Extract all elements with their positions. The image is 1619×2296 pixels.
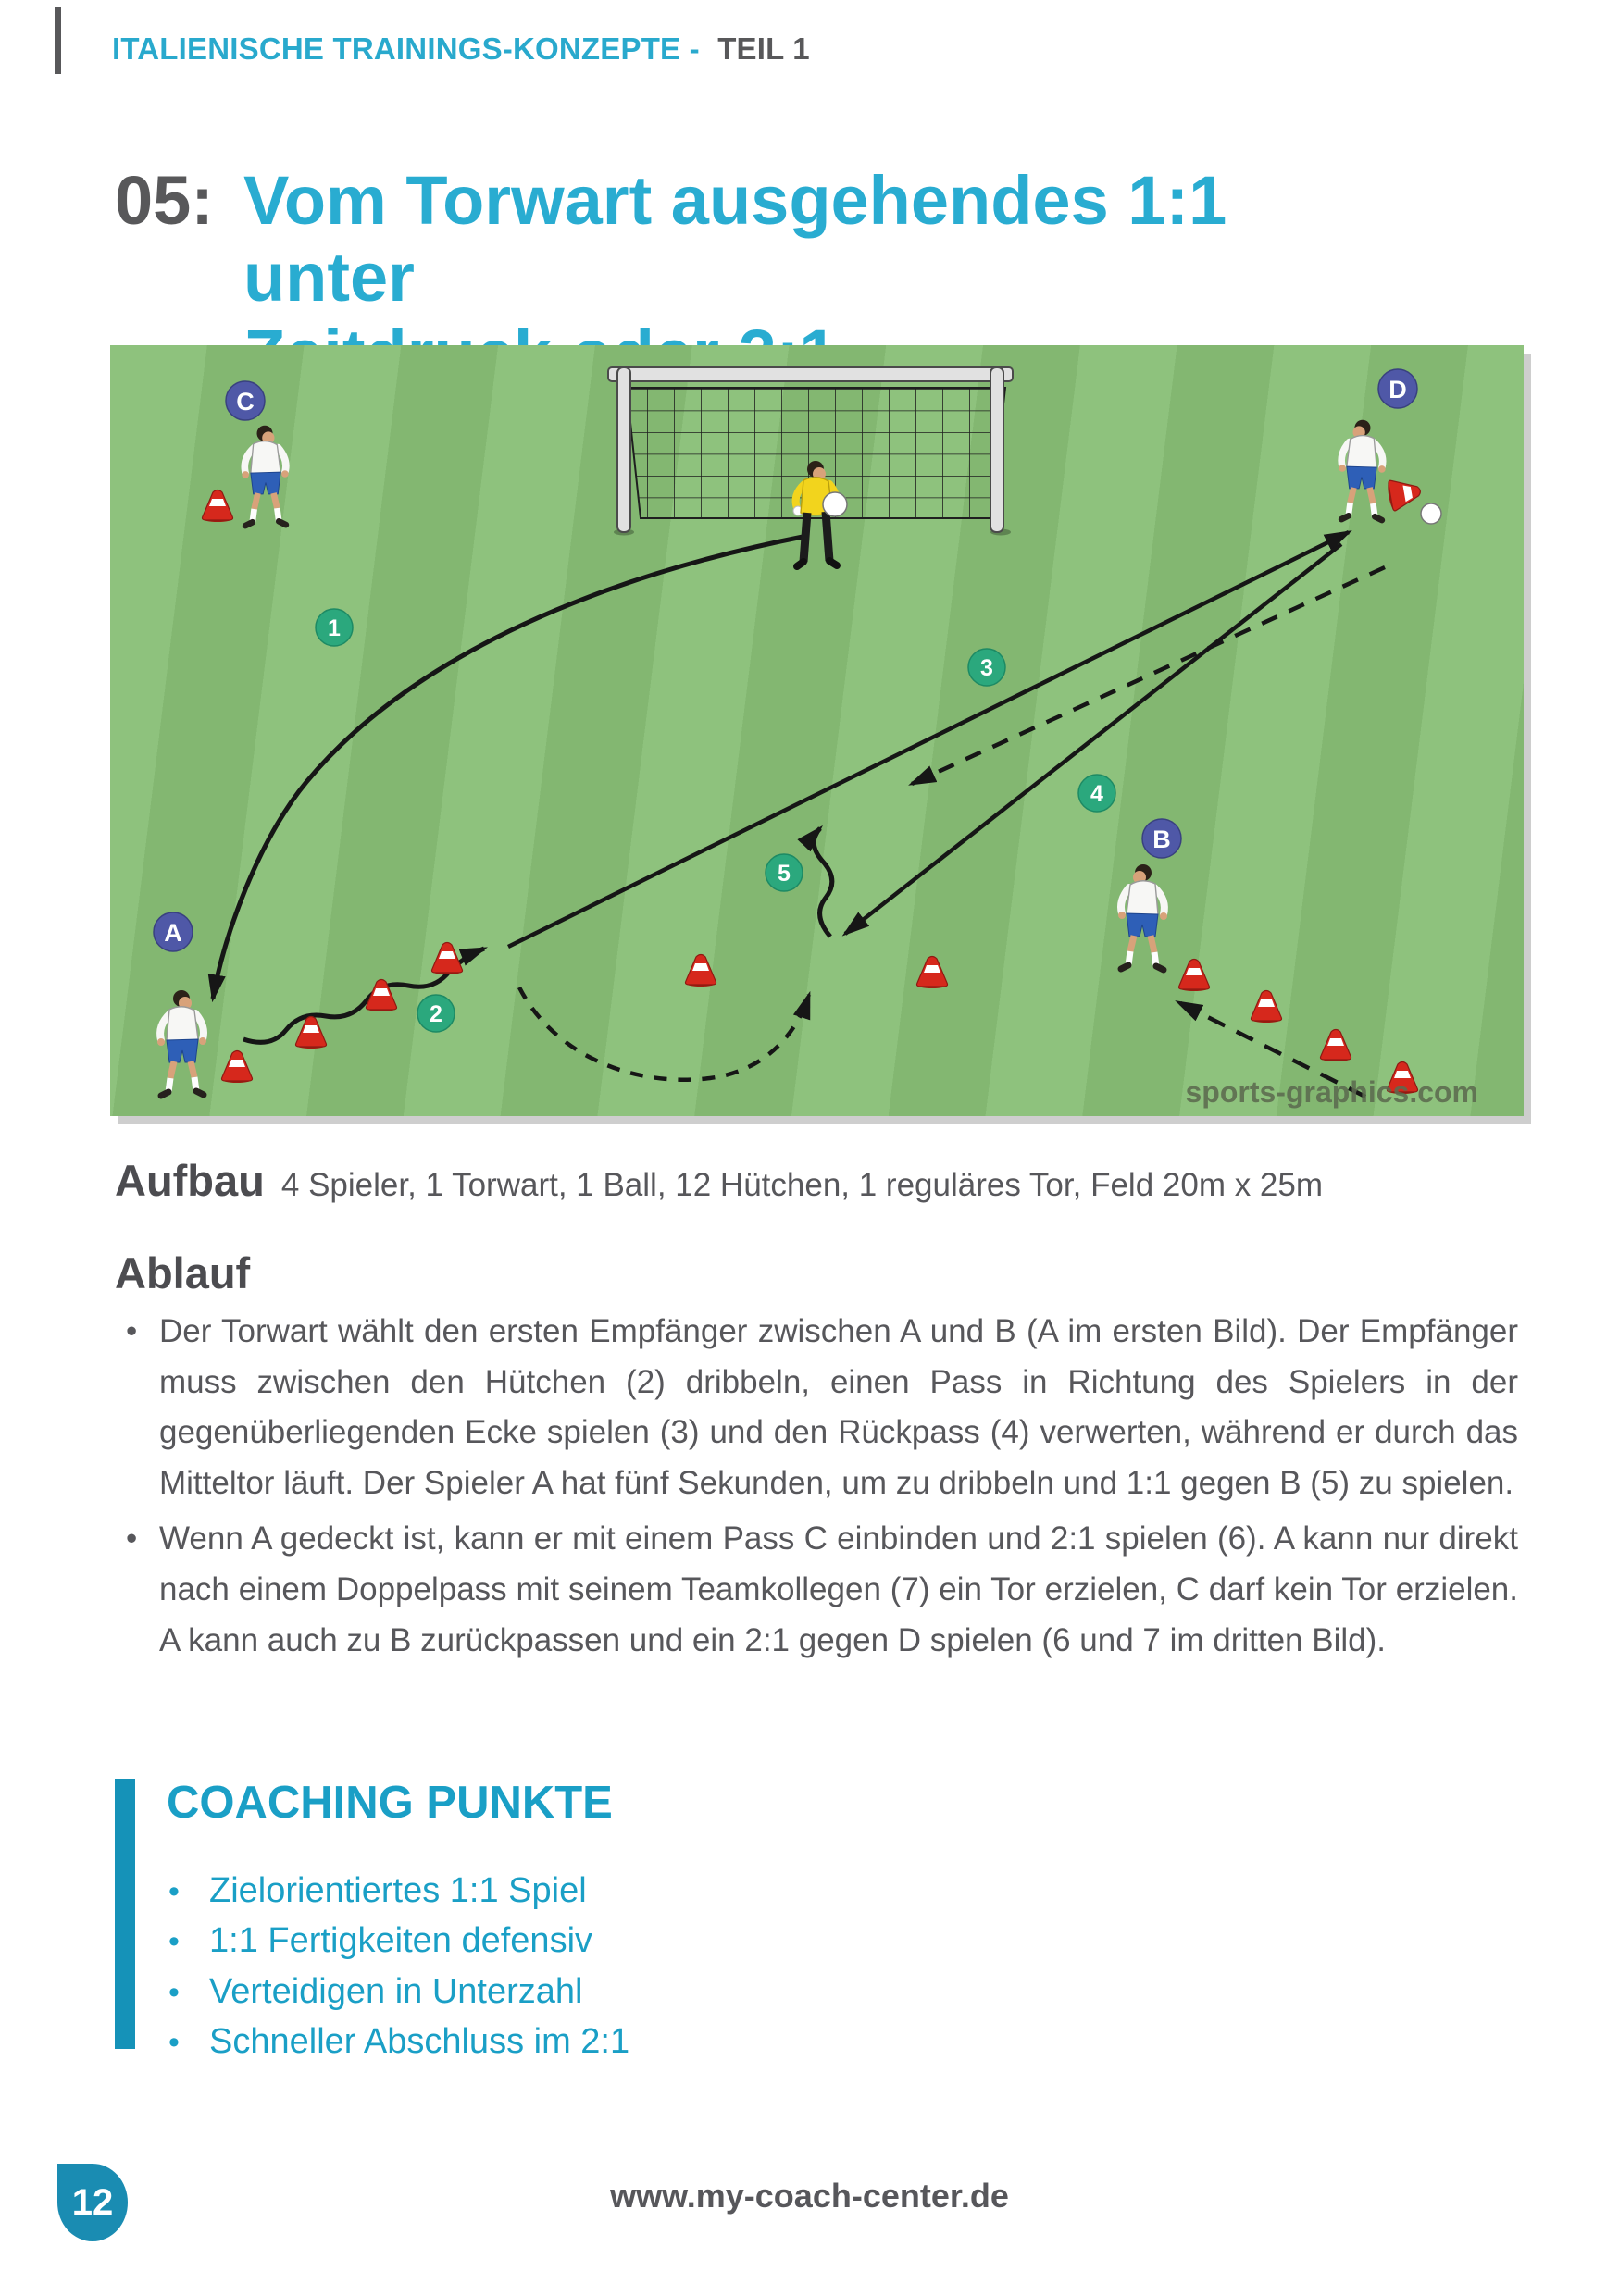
cone (1178, 960, 1210, 992)
coaching-list-item (168, 2017, 629, 2066)
run-curve-a (519, 987, 809, 1080)
coaching-list-item (168, 1916, 629, 1966)
website-url: www.my-coach-center.de (610, 2177, 1009, 2215)
ablauf-heading: Ablauf (115, 1248, 251, 1297)
coaching-list-item (168, 1967, 629, 2017)
step-label-3: 3 (980, 655, 993, 681)
training-cones (202, 476, 1423, 1094)
step-label-4: 4 (1090, 781, 1103, 807)
cone (202, 490, 233, 523)
bullet-dot: • (168, 1924, 180, 1960)
cone (221, 1051, 253, 1084)
step-label-5: 5 (778, 861, 791, 887)
ablauf-bullet-text: Der Torwart wählt den ersten Empfänger zwischen A und B (A im ersten Bild). Der Empfänger muss zwischen den Hütchen (2) dribbeln, einen Pass in Richtung des Spielers in der gegenüberliegenden Ecke spielen (3) und den Rückpass (4) verwerten, während er durch das Mitteltor läuft. Der Spieler A hat fünf Sekunden, um zu dribbeln und 1:1 gegen B (5) zu spielen. (159, 1313, 1518, 1501)
return-pass-arrow-4 (845, 544, 1341, 934)
cone (1320, 1030, 1351, 1062)
player-figure-a (157, 990, 206, 1096)
pass-arrow-3 (508, 532, 1349, 947)
player-label-d: D (1389, 376, 1407, 403)
step-label-1: 1 (328, 615, 341, 641)
coaching-list (168, 1866, 629, 2066)
cone-gate-left (685, 955, 716, 987)
bullet-dot: • (168, 1974, 180, 2010)
exercise-title-line1: Vom Torwart ausgehendes 1:1 unter (243, 162, 1227, 316)
coaching-bullet-text: Verteidigen in Unterzahl (209, 1971, 583, 2011)
ablauf-list-item (115, 1514, 1518, 1666)
cone (1251, 991, 1282, 1024)
aufbau-section (115, 1155, 1323, 1206)
coaching-bullet-text: Schneller Abschluss im 2:1 (209, 2021, 630, 2061)
training-field-diagram (110, 345, 1524, 1116)
player-figure-d (1339, 420, 1385, 520)
series-title: ITALIENISCHE TRAININGS-KONZEPTE - (112, 31, 700, 66)
field-svg (110, 345, 1524, 1116)
cone-tipped (1386, 476, 1423, 512)
coaching-heading: COACHING PUNKTE (167, 1778, 613, 1828)
step-label-2: 2 (430, 1001, 442, 1027)
page-number: 12 (71, 2181, 114, 2223)
exercise-number: 05: (115, 162, 214, 239)
player-label-b: B (1152, 825, 1171, 853)
bullet-dot: • (126, 1313, 138, 1349)
aufbau-text: 4 Spieler, 1 Torwart, 1 Ball, 12 Hütchen, 1 reguläres Tor, Feld 20m x 25m (280, 1167, 1324, 1203)
ablauf-list (115, 1307, 1518, 1671)
cone (295, 1017, 327, 1049)
coaching-list-item (168, 1866, 629, 1916)
coaching-bullet-text: Zielorientiertes 1:1 Spiel (209, 1871, 587, 1910)
document-header (112, 31, 810, 67)
coaching-bullet-text: 1:1 Fertigkeiten defensiv (209, 1921, 593, 1961)
coaching-accent-bar (115, 1779, 135, 2049)
player-label-a: A (164, 919, 182, 947)
bullet-dot: • (126, 1520, 138, 1558)
ablauf-list-item (115, 1307, 1518, 1508)
cone-gate-right (916, 957, 948, 989)
ball-near-d (1421, 503, 1441, 524)
aufbau-heading: Aufbau (115, 1156, 265, 1205)
player-figure-c (242, 426, 288, 526)
throw-arrow-1 (213, 536, 807, 999)
bullet-dot: • (168, 1874, 180, 1909)
goal-post-left (617, 367, 630, 532)
cone (431, 943, 463, 975)
ball-goalkeeper (823, 492, 847, 516)
watermark-text: sports-graphics.com (1185, 1075, 1478, 1109)
diagram-lines (213, 532, 1385, 1097)
series-part-label: TEIL 1 (717, 31, 810, 66)
player-figure-b (1118, 864, 1167, 970)
goal-crossbar (608, 367, 1013, 381)
ablauf-bullet-text: Wenn A gedeckt ist, kann er mit einem Pass C einbinden und 2:1 spielen (6). A kann nur direkt nach einem Doppelpass mit seinem Teamkollegen (7) ein Tor erzielen, C darf kein Tor erzielen. A kann auch zu B zurückpassen und ein 2:1 gegen D spielen (6 und 7 im dritten Bild). (159, 1520, 1518, 1658)
player-label-c: C (236, 388, 255, 416)
header-accent-bar (55, 7, 61, 74)
dribble-wave-5 (814, 828, 832, 937)
goal-post-right (990, 367, 1003, 532)
bullet-dot: • (168, 2024, 180, 2060)
